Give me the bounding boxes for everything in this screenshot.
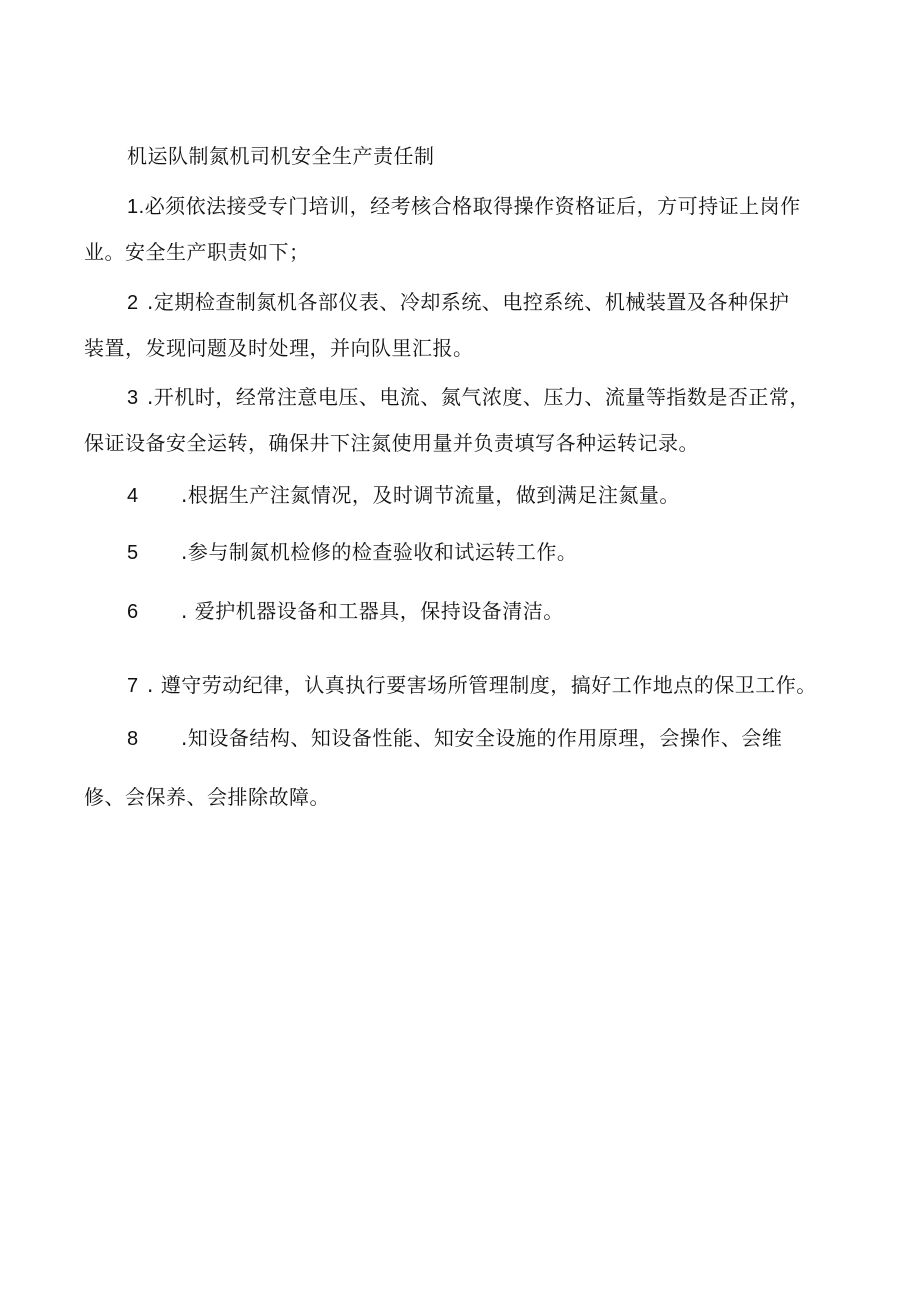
- item-3-number: 3: [127, 387, 139, 409]
- item-7-text-1: . 遵守劳动纪律，认真执行要害场所管理制度，搞好工作地点的保卫工作。: [147, 673, 817, 697]
- list-item-3-line-2: 保证设备安全运转，确保井下注氮使用量并负责填写各种运转记录。: [84, 431, 699, 455]
- list-item-1-line-1: [127, 192, 801, 221]
- item-6-text-1: . 爱护机器设备和工器具，保持设备清洁。: [181, 599, 564, 623]
- item-1-text-1: 必须依法接受专门培训，经考核合格取得操作资格证后，方可持证上岗作: [144, 194, 801, 218]
- list-item-8-line-2: 修、会保养、会排除故障。: [84, 785, 330, 809]
- item-1-number: 1.: [127, 196, 145, 218]
- list-item-4: [127, 481, 680, 510]
- item-8-text-1: .知设备结构、知设备性能、知安全设施的作用原理，会操作、会维: [181, 726, 783, 750]
- item-2-number: 2: [127, 292, 139, 314]
- item-6-number: 6: [127, 601, 139, 623]
- item-5-number: 5: [127, 542, 139, 564]
- list-item-3-line-1: [127, 383, 810, 412]
- item-2-text-1: .定期检查制氮机各部仪表、冷却系统、电控系统、机械装置及各种保护: [147, 290, 790, 314]
- document-title: 机运队制氮机司机安全生产责任制: [127, 144, 435, 168]
- item-4-text-1: .根据生产注氮情况，及时调节流量，做到满足注氮量。: [181, 483, 680, 507]
- item-3-text-1: .开机时，经常注意电压、电流、氮气浓度、压力、流量等指数是否正常，: [147, 385, 810, 409]
- list-item-2-line-1: [127, 288, 789, 317]
- list-item-2-line-2: 装置，发现问题及时处理，并向队里汇报。: [84, 336, 474, 360]
- list-item-1-line-2: 业。安全生产职责如下；: [84, 240, 310, 264]
- item-8-number: 8: [127, 728, 139, 750]
- item-7-number: 7: [127, 675, 139, 697]
- list-item-7: [127, 671, 817, 700]
- list-item-8-line-1: [127, 724, 782, 753]
- list-item-5: [127, 538, 577, 567]
- item-4-number: 4: [127, 485, 139, 507]
- item-5-text-1: .参与制氮机检修的检查验收和试运转工作。: [181, 540, 578, 564]
- list-item-6: [127, 597, 564, 626]
